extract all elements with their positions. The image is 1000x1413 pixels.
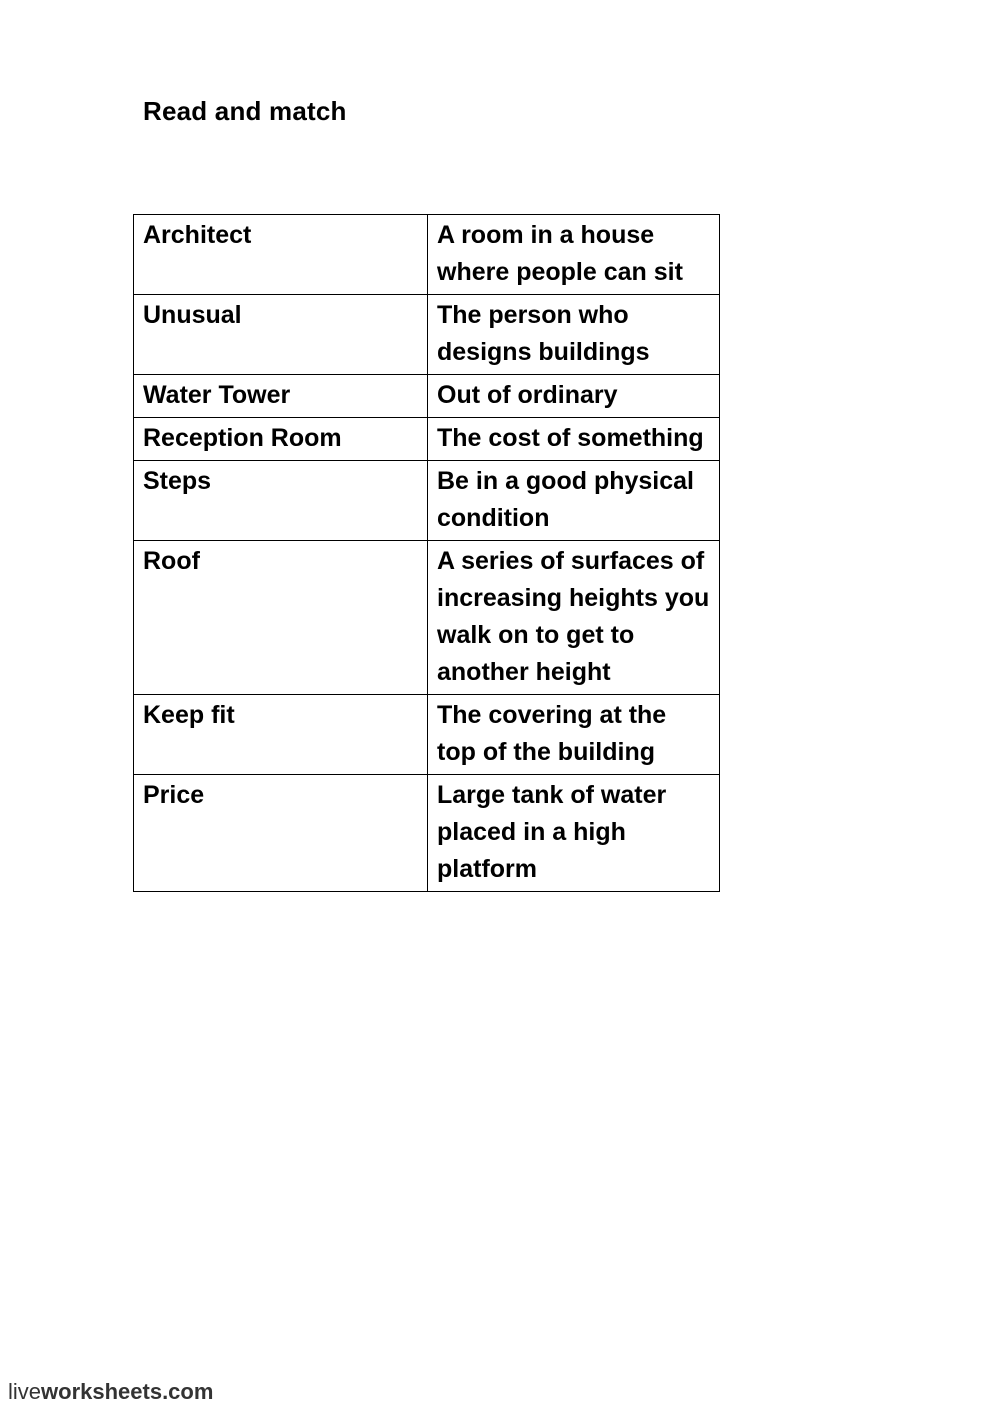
- table-row: [134, 775, 720, 892]
- term-cell: Water Tower: [134, 375, 428, 418]
- definition-cell: The cost of something: [428, 418, 720, 461]
- table-row: [134, 375, 720, 418]
- table-row: [134, 695, 720, 775]
- term-cell: Roof: [134, 541, 428, 695]
- table-row: [134, 418, 720, 461]
- table-row: [134, 541, 720, 695]
- term-cell: Price: [134, 775, 428, 892]
- term-cell: Steps: [134, 461, 428, 541]
- term-cell: Keep fit: [134, 695, 428, 775]
- page-title: Read and match: [143, 96, 347, 126]
- table-row: [134, 295, 720, 375]
- term-cell: Reception Room: [134, 418, 428, 461]
- match-table: [133, 214, 720, 892]
- table-row: [134, 461, 720, 541]
- watermark-prefix: live: [8, 1379, 42, 1404]
- definition-cell: The covering at the top of the building: [428, 695, 720, 775]
- definition-cell: Large tank of water placed in a high platform: [428, 775, 720, 892]
- term-cell: Architect: [134, 215, 428, 295]
- table-row: [134, 215, 720, 295]
- definition-cell: The person who designs buildings: [428, 295, 720, 375]
- watermark-suffix: worksheets.com: [41, 1379, 214, 1404]
- definition-cell: Be in a good physical condition: [428, 461, 720, 541]
- definition-cell: A room in a house where people can sit: [428, 215, 720, 295]
- definition-cell: Out of ordinary: [428, 375, 720, 418]
- site-watermark: [8, 1379, 213, 1405]
- term-cell: Unusual: [134, 295, 428, 375]
- definition-cell: A series of surfaces of increasing heights you walk on to get to another height: [428, 541, 720, 695]
